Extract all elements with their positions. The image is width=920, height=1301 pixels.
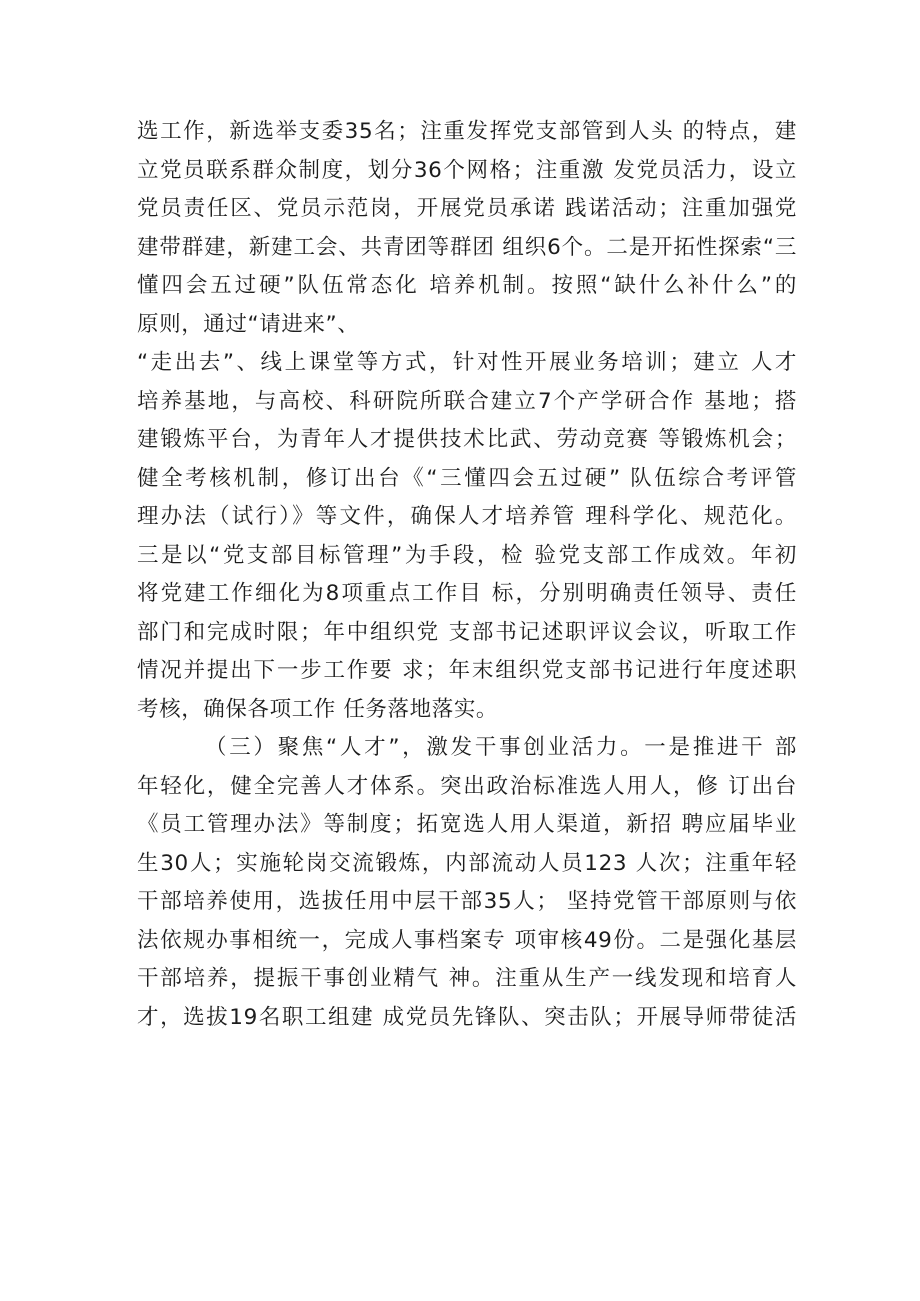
section-heading-line: （三）聚焦“人才”，激发干事创业活力。一是推进干 部 (205, 735, 797, 760)
text-line: “走出去”、线上课堂等方式，针对性开展业务培训；建立 人才 (137, 350, 797, 375)
text-line: 三是以“党支部目标管理”为手段，检 验党支部工作成效。年初 (137, 542, 797, 568)
body-text (137, 113, 797, 1037)
text-line: 年轻化，健全完善人才体系。突出政治标准选人用人，修 订出台 (137, 773, 797, 799)
text-line: 理办法（试行）》等文件，确保人才培养管 理科学化、规范化。 (137, 504, 797, 529)
text-line: 原则，通过“请进来”、 (137, 311, 360, 337)
text-line: 懂四会五过硬”队伍常态化 培养机制。按照“缺什么补什么”的 (137, 273, 797, 298)
text-line: 立党员联系群众制度，划分36个网格；注重激 发党员活力，设立 (137, 157, 797, 183)
text-line: 将党建工作细化为8项重点工作目 标，分别明确责任领导、责任 (137, 581, 797, 606)
text-line: 培养基地，与高校、科研院所联合建立7个产学研合作 基地；搭 (137, 388, 797, 414)
text-line: 考核，确保各项工作 任务落地落实。 (137, 696, 499, 722)
text-line: 《员工管理办法》等制度；拓宽选人用人渠道，新招 聘应届毕业 (137, 812, 797, 837)
text-line: 干部培养，提振干事创业精气 神。注重从生产一线发现和培育人 (137, 966, 797, 991)
text-line: 选工作，新选举支委35名；注重发挥党支部管到人头 的特点，建 (137, 119, 797, 144)
text-line: 干部培养使用，选拔任用中层干部35人； 坚持党管干部原则与依 (137, 889, 797, 914)
text-line: 生30人；实施轮岗交流锻炼，内部流动人员123 人次；注重年轻 (137, 850, 797, 876)
text-line: 法依规办事相统一，完成人事档案专 项审核49份。二是强化基层 (137, 927, 797, 953)
text-line: 建带群建，新建工会、共青团等群团 组织6个。二是开拓性探索“三 (137, 234, 797, 260)
text-line: 党员责任区、党员示范岗，开展党员承诺 践诺活动；注重加强党 (137, 196, 797, 221)
text-line: 情况并提出下一步工作要 求；年末组织党支部书记进行年度述职 (137, 658, 797, 683)
text-line: 部门和完成时限；年中组织党 支部书记述职评议会议，听取工作 (137, 619, 797, 645)
text-line: 才，选拔19名职工组建 成党员先锋队、突击队；开展导师带徒活 (137, 1004, 797, 1030)
text-line: 建锻炼平台，为青年人才提供技术比武、劳动竞赛 等锻炼机会； (137, 427, 797, 452)
text-line: 健全考核机制，修订出台《“三懂四会五过硬” 队伍综合考评管 (137, 465, 797, 491)
